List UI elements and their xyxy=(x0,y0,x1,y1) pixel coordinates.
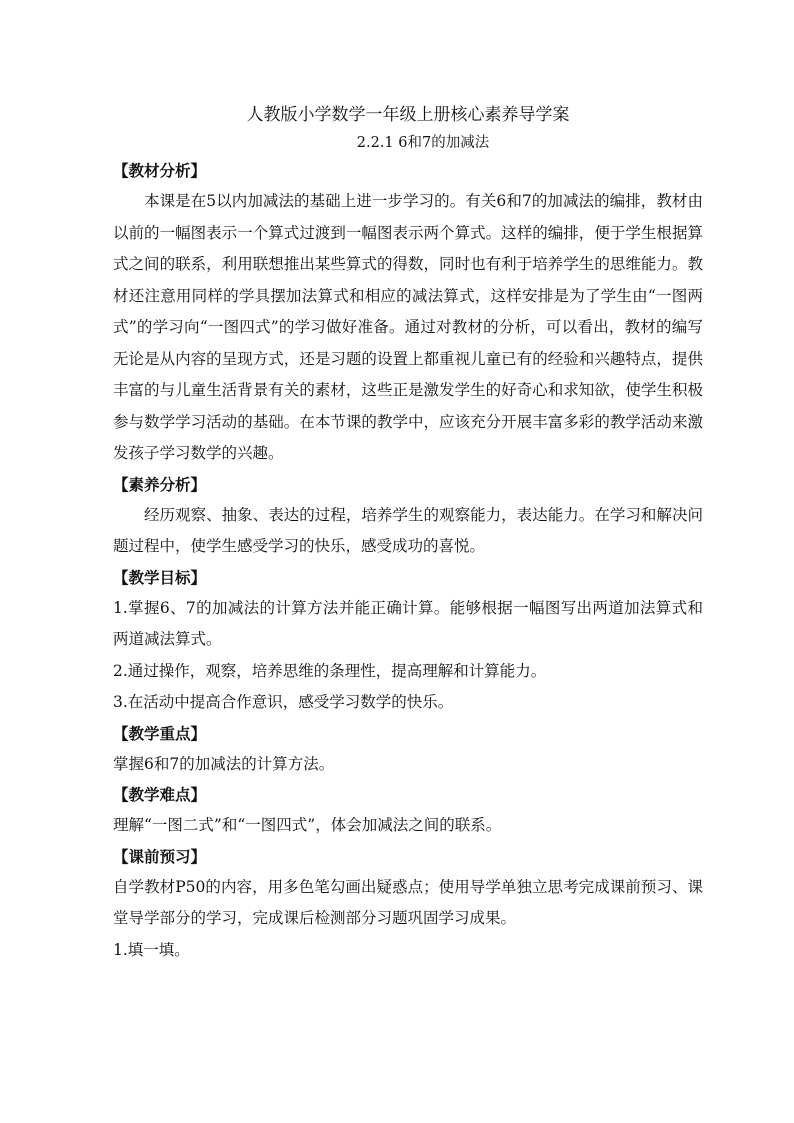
section-body: 掌握6和7的加减法的计算方法。 xyxy=(113,754,335,773)
section-body: 本课是在5以内加减法的基础上进一步学习的。有关6和7的加减法的编排，教材由以前的一幅图表示一个算式过渡到一幅图表示两个算式。这样的编排，便于学生根据算式之间的联系，利用联想推出某些算式的得数，同时也有利于培养学生的思维能力。教材还注意用同样的学具摆加法算式和相应的减法算式，这样安排是为了学生由“一图两式”的学习向“一图四式”的学习做好准备。通过对教材的分析，可以看出，教材的编写无论是从内容的呈现方式，还是习题的设置上都重视儿童已有的经验和兴趣特点，提供丰富的与儿童生活背景有关的素材，这些正是激发学生的好奇心和求知欲，使学生积极参与数学学习活动的基础。在本节课的教学中，应该充分开展丰富多彩的教学活动来激发孩子学习数学的兴趣。 xyxy=(113,192,703,462)
goal-item: 2.通过操作，观察，培养思维的条理性，提高理解和计算能力。 xyxy=(113,661,547,680)
document-title: 人教版小学数学一年级上册核心素养导学案 xyxy=(246,105,570,125)
document-subtitle: 2.2.1 6和7的加减法 xyxy=(356,135,490,151)
goal-item: 1.掌握6、7的加减法的计算方法并能正确计算。能够根据一幅图写出两道加法算式和两道减法算式。 xyxy=(113,598,703,648)
section-heading: 【教学重点】 xyxy=(113,723,207,743)
section-textbook-analysis xyxy=(113,156,703,470)
section-heading: 【课前预习】 xyxy=(113,846,207,866)
section-difficulties xyxy=(113,780,703,842)
section-key-points xyxy=(113,719,703,781)
section-heading: 【素养分析】 xyxy=(113,474,207,494)
section-literacy-analysis xyxy=(113,470,703,563)
section-heading: 【教学难点】 xyxy=(113,785,207,804)
section-heading: 【教学目标】 xyxy=(113,567,207,587)
preview-item: 1.填一填。 xyxy=(113,940,190,959)
section-preview xyxy=(113,842,703,967)
section-body: 自学教材P50的内容，用多色笔勾画出疑惑点；使用导学单独立思考完成课前预习、课堂导学部分的学习，完成课后检测部分习题巩固学习成果。 xyxy=(113,877,703,927)
section-body: 经历观察、抽象、表达的过程，培养学生的观察能力，表达能力。在学习和解决问题过程中，使学生感受学习的快乐，感受成功的喜悦。 xyxy=(113,505,703,555)
section-teaching-goals xyxy=(113,563,703,719)
goal-item: 3.在活动中提高合作意识，感受学习数学的快乐。 xyxy=(113,693,454,711)
document-page xyxy=(113,100,703,966)
section-heading: 【教材分析】 xyxy=(113,161,207,180)
section-body: 理解“一图二式”和“一图四式”，体会加减法之间的联系。 xyxy=(113,816,502,834)
